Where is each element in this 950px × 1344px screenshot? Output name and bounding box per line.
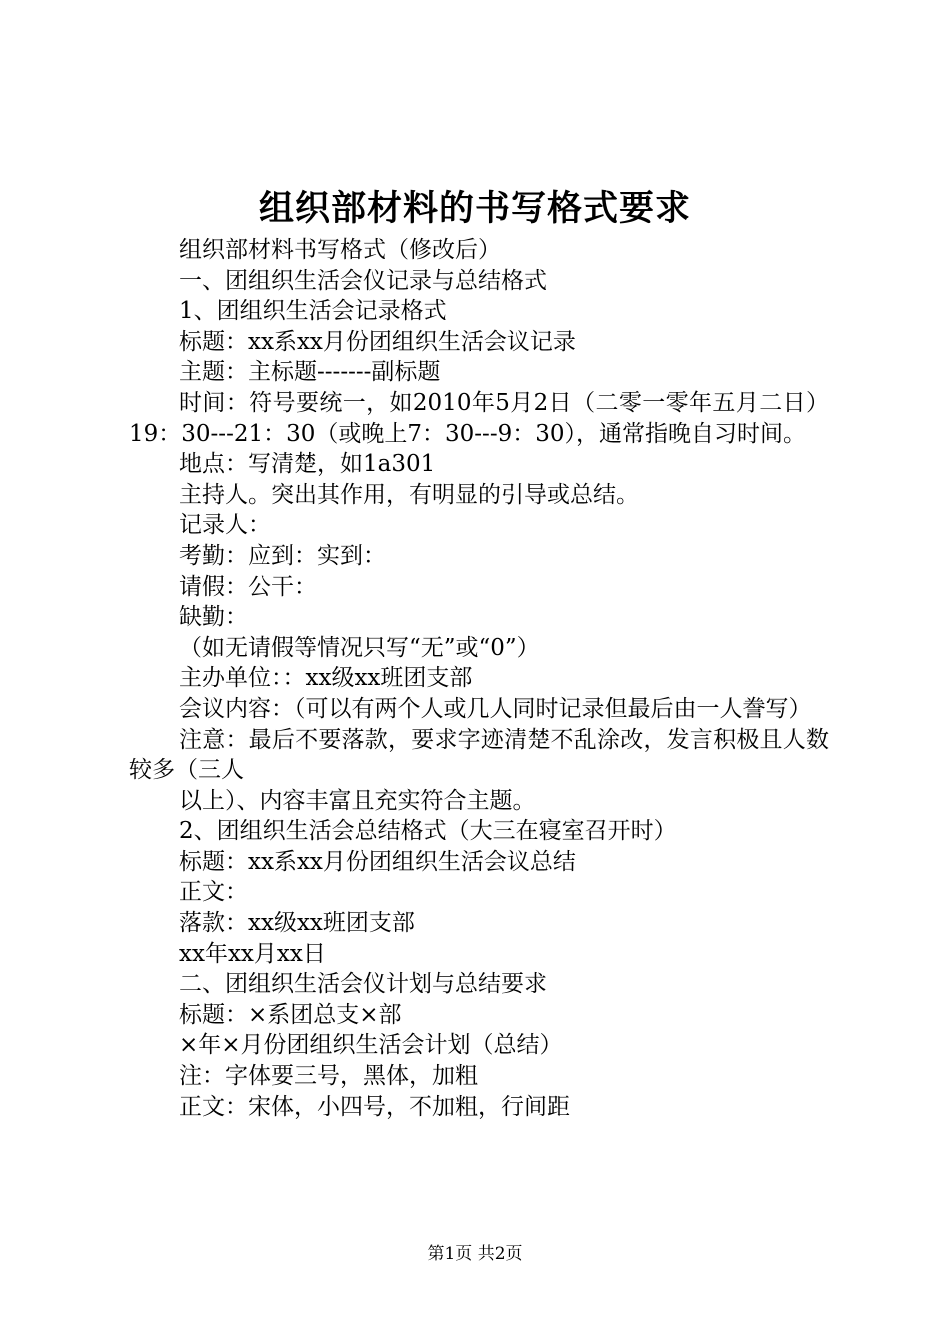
paragraph-section-2: 二、团组织生活会仪计划与总结要求: [179, 971, 547, 998]
paragraph-section-1: 一、团组织生活会仪记录与总结格式: [179, 267, 547, 294]
paragraph-subtitle: 组织部材料书写格式（修改后）: [179, 237, 501, 263]
paragraph-plan-body-note: 正文：宋体，小四号，不加粗，行间距: [179, 1093, 570, 1120]
paragraph-summary-body: 正文：: [179, 879, 248, 906]
paragraph-plan-font-note: 注：字体要三号，黑体，加粗: [179, 1063, 478, 1090]
paragraph-record-leave: 请假：公干：: [179, 573, 317, 600]
paragraph-plan-heading: ×年×月份团组织生活会计划（总结）: [179, 1032, 563, 1059]
page-footer: 第1页 共2页: [427, 1244, 523, 1264]
paragraph-record-title: 标题：xx系xx月份团组织生活会议记录: [179, 328, 576, 355]
paragraph-record-format: 1、团组织生活会记录格式: [179, 298, 447, 325]
paragraph-record-absence: 缺勤：: [179, 604, 248, 631]
paragraph-record-theme: 主题：主标题-------副标题: [179, 359, 441, 386]
paragraph-record-content: 会议内容：（可以有两个人或几人同时记录但最后由一人誊写）: [179, 695, 812, 722]
paragraph-record-recorder: 记录人：: [179, 512, 271, 539]
paragraph-record-organizer: 主办单位：：xx级xx班团支部: [179, 665, 473, 692]
paragraph-record-attendance: 考勤：应到：实到：: [179, 542, 386, 569]
document-body: [129, 235, 829, 1122]
paragraph-summary-format: 2、团组织生活会总结格式（大三在寝室召开时）: [179, 818, 677, 845]
paragraph-summary-signature: 落款：xx级xx班团支部: [179, 910, 415, 937]
paragraph-record-host: 主持人。突出其作用，有明显的引导或总结。: [179, 481, 639, 508]
paragraph-plan-title: 标题：×系团总支×部: [179, 1001, 402, 1028]
paragraph-summary-title: 标题：xx系xx月份团组织生活会议总结: [179, 848, 576, 875]
paragraph-record-time: 时间：符号要统一，如2010年5月2日（二零一零年五月二日）19：30---21：30（或晚上7：30---9：30），通常指晚自习时间。: [129, 389, 829, 447]
paragraph-record-location: 地点：写清楚，如1a301: [179, 451, 436, 478]
paragraph-record-attention: 注意：最后不要落款，要求字迹清楚不乱涂改，发言积极且人数较多（三人: [129, 726, 829, 784]
paragraph-record-attention-cont: 以上）、内容丰富且充实符合主题。: [179, 787, 536, 814]
paragraph-record-note-none: （如无请假等情况只写“无”或“0”）: [179, 634, 540, 661]
document-title: 组织部材料的书写格式要求: [258, 189, 691, 229]
paragraph-summary-date: xx年xx月xx日: [179, 940, 326, 967]
